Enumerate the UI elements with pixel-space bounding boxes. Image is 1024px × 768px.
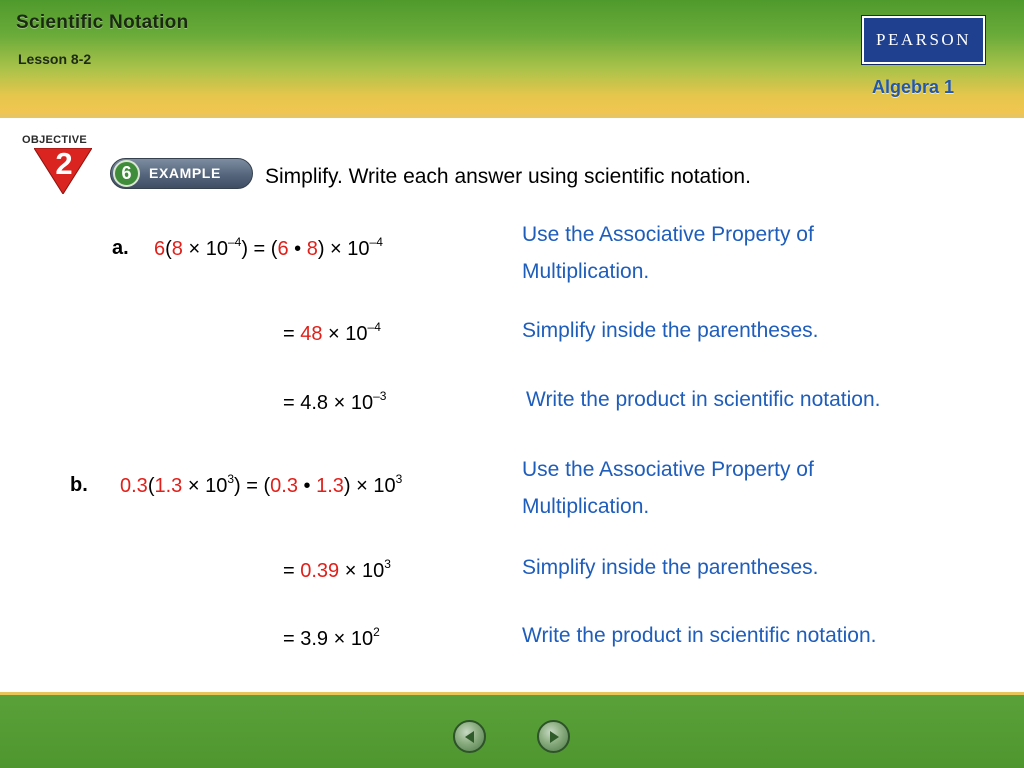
part-a-equation-1 [154,235,383,261]
lesson-label: Lesson 8-2 [18,51,92,67]
math-text: = [283,560,301,582]
part-b-note-2: Simplify inside the parentheses. [522,556,819,579]
math-text: × 10 [182,475,228,497]
part-a-note-1 [522,216,814,290]
math-term: 8 [171,238,183,260]
exponent: 3 [384,557,391,571]
publisher-logo: PEARSON [862,16,985,64]
note-line: Multiplication. [522,260,650,283]
math-text: ( [147,475,155,497]
math-text: × 10 [339,560,385,582]
part-b-note-3: Write the product in scientific notation. [522,624,877,647]
part-a-label: a. [112,237,129,259]
note-line: Use the Associative Property of [522,458,814,481]
math-text: ( [165,238,172,260]
exponent: 3 [395,472,403,486]
header-divider [0,114,1024,118]
example-badge [110,158,253,189]
math-text: = [283,323,301,345]
part-b-equation-3 [283,625,380,651]
exponent: –4 [369,235,383,249]
part-b-equation-1 [120,472,403,498]
previous-slide-button[interactable] [453,720,486,753]
math-text: • [297,475,317,497]
math-text: × 10 [322,323,368,345]
part-a-note-2: Simplify inside the parentheses. [522,319,819,342]
part-b-note-1 [522,451,814,525]
math-text: ) × 10 [343,475,396,497]
instruction-text: Simplify. Write each answer using scientific notation. [265,165,751,188]
math-text: • [288,238,307,260]
math-text: ) × 10 [317,238,370,260]
example-label: EXAMPLE [149,165,221,181]
math-term: 1.3 [154,475,183,497]
math-term: 0.3 [270,475,298,497]
note-line: Use the Associative Property of [522,223,814,246]
math-term: 1.3 [316,475,344,497]
next-slide-button[interactable] [537,720,570,753]
part-a-equation-2 [283,320,381,346]
math-term: 48 [300,323,323,345]
exponent: –4 [227,235,242,249]
part-a-note-3: Write the product in scientific notation. [526,388,881,411]
right-arrow-icon [545,728,563,746]
math-text: ) = ( [241,238,278,260]
example-number: 6 [113,160,140,187]
math-term: 0.3 [120,475,148,497]
left-arrow-icon [461,728,479,746]
exponent: –4 [367,320,381,334]
math-term: 6 [277,238,289,260]
objective-number: 2 [55,146,73,181]
math-text: = 4.8 × 10 [283,392,374,414]
math-text: × 10 [182,238,228,260]
objective-badge [20,134,92,196]
exponent: 2 [373,625,380,639]
exponent: –3 [373,389,387,403]
math-text: ) = ( [234,475,271,497]
math-text: = 3.9 × 10 [283,628,374,650]
part-a-equation-3 [283,389,387,415]
objective-label: OBJECTIVE [22,134,88,146]
exponent: 3 [227,472,235,486]
part-b-label: b. [70,474,88,496]
math-term: 8 [306,238,318,260]
note-line: Multiplication. [522,495,650,518]
page-title: Scientific Notation [16,12,189,33]
math-term: 6 [154,238,166,260]
math-term: 0.39 [300,560,340,582]
footer-bar [0,695,1024,768]
part-b-equation-2 [283,557,391,583]
course-name: Algebra 1 [872,77,955,97]
